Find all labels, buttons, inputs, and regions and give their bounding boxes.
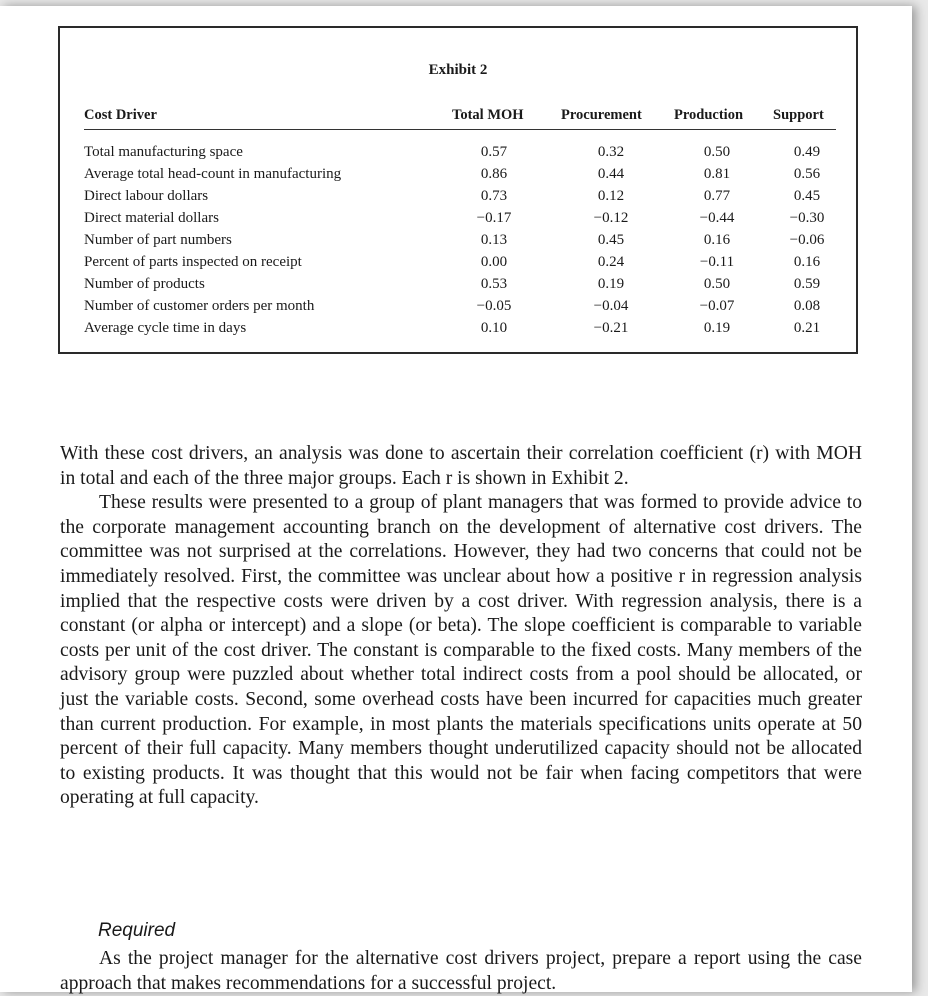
production-value: −0.11 — [699, 254, 735, 270]
procurement-value: 0.32 — [597, 144, 625, 160]
production-value: 0.50 — [703, 276, 731, 292]
table-row — [60, 298, 856, 320]
procurement-value: −0.21 — [593, 320, 629, 336]
total-moh-value: 0.73 — [480, 188, 508, 204]
total-moh-value: 0.13 — [480, 232, 508, 248]
procurement-value: −0.04 — [593, 298, 629, 314]
header-divider — [84, 129, 836, 130]
total-moh-value: −0.05 — [476, 298, 512, 314]
support-value: 0.45 — [793, 188, 821, 204]
total-moh-value: 0.86 — [480, 166, 508, 182]
support-value: 0.08 — [793, 298, 821, 314]
required-text: As the project manager for the alternative cost drivers project, prepare a report using the case approach that makes recommendations for a successful project. — [60, 948, 862, 994]
header-procurement: Procurement — [561, 107, 642, 123]
header-support: Support — [773, 107, 824, 123]
table-row — [60, 144, 856, 166]
support-value: −0.06 — [789, 232, 825, 248]
production-value: 0.19 — [703, 320, 731, 336]
procurement-value: 0.44 — [597, 166, 625, 182]
production-value: 0.77 — [703, 188, 731, 204]
procurement-value: 0.24 — [597, 254, 625, 270]
total-moh-value: 0.10 — [480, 320, 508, 336]
support-value: 0.49 — [793, 144, 821, 160]
total-moh-value: 0.57 — [480, 144, 508, 160]
required-heading: Required — [98, 920, 176, 941]
paragraph-1: With these cost drivers, an analysis was done to ascertain their correlation coefficient (r) with MOH in total and each of the three major groups. Each r is shown in Exhibit 2. — [60, 443, 862, 489]
total-moh-value: 0.53 — [480, 276, 508, 292]
table-row — [60, 166, 856, 188]
cost-driver-label: Number of customer orders per month — [84, 298, 315, 314]
document-page — [0, 6, 912, 992]
table-row — [60, 254, 856, 276]
support-value: 0.56 — [793, 166, 821, 182]
table-row — [60, 210, 856, 232]
exhibit-table — [58, 26, 858, 354]
production-value: −0.07 — [699, 298, 735, 314]
total-moh-value: −0.17 — [476, 210, 512, 226]
support-value: 0.59 — [793, 276, 821, 292]
cost-driver-label: Direct labour dollars — [84, 188, 209, 204]
header-cost-driver: Cost Driver — [84, 107, 157, 123]
production-value: −0.44 — [699, 210, 735, 226]
paragraph-2: These results were presented to a group of plant managers that was formed to provide advice to the corporate management accounting branch on the development of alternative cost drivers. The committee was not surprised at the correlations. However, they had two concerns that could not be immediately resolved. First, the committee was unclear about how a positive r in regression analysis implied that the respective costs were driven by a cost driver. With regression analysis, there is a constant (or alpha or intercept) and a slope (or beta). The slope coefficient is comparable to variable costs per unit of the cost driver. The constant is comparable to the fixed costs. Many members of the advisory group were puzzled about whether total indirect costs from a pool should be allocated, or just the variable costs. Second, some overhead costs have been incurred for capacities much greater than current production. For example, in most plants the materials specifications units operate at 50 percent of their full capacity. Many members thought underutilized capacity should not be allocated to existing products. It was thought that this would not be fair when facing competitors that were operating at full capacity. — [60, 492, 862, 809]
cost-driver-label: Number of products — [84, 276, 205, 292]
procurement-value: 0.45 — [597, 232, 625, 248]
table-row — [60, 232, 856, 254]
cost-driver-label: Direct material dollars — [84, 210, 219, 226]
support-value: 0.21 — [793, 320, 821, 336]
cost-driver-label: Total manufacturing space — [84, 144, 243, 160]
header-production: Production — [674, 107, 744, 123]
cost-driver-label: Average total head-count in manufacturing — [84, 166, 342, 182]
cost-driver-label: Average cycle time in days — [84, 320, 247, 336]
table-row — [60, 320, 856, 342]
procurement-value: −0.12 — [593, 210, 629, 226]
total-moh-value: 0.00 — [480, 254, 508, 270]
cost-driver-label: Number of part numbers — [84, 232, 232, 248]
header-total-moh: Total MOH — [452, 107, 524, 123]
table-row — [60, 188, 856, 210]
support-value: 0.16 — [793, 254, 821, 270]
table-row — [60, 276, 856, 298]
procurement-value: 0.19 — [597, 276, 625, 292]
exhibit-title: Exhibit 2 — [428, 62, 488, 78]
support-value: −0.30 — [789, 210, 825, 226]
procurement-value: 0.12 — [597, 188, 625, 204]
production-value: 0.16 — [703, 232, 731, 248]
production-value: 0.81 — [703, 166, 731, 182]
body-text — [60, 442, 862, 811]
production-value: 0.50 — [703, 144, 731, 160]
cost-driver-label: Percent of parts inspected on receipt — [84, 254, 302, 270]
